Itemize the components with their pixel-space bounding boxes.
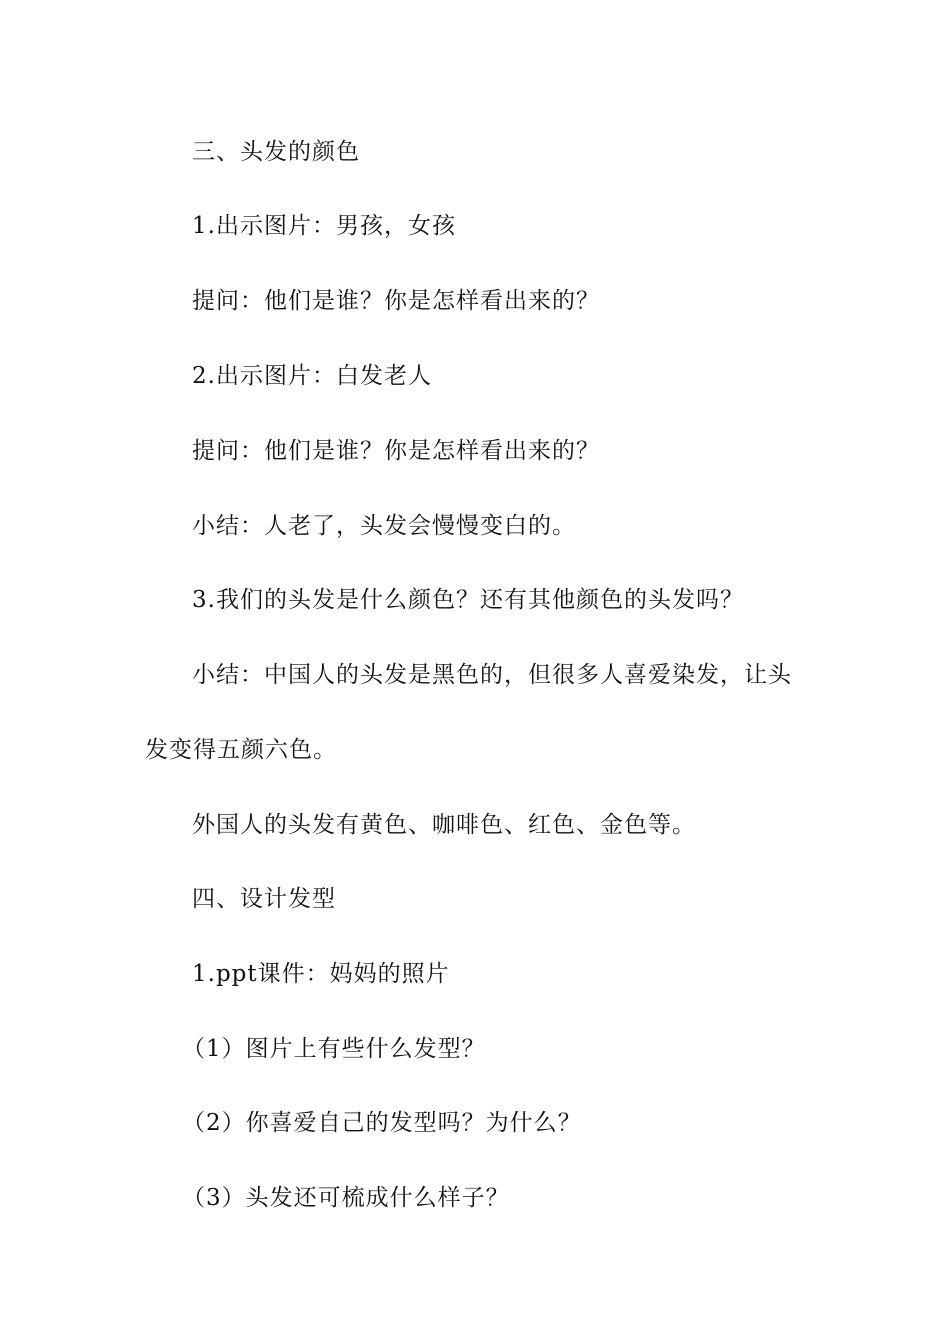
list-item: （1）图片上有些什么发型？ <box>182 1036 486 1062</box>
section-heading-design-hairstyle: 四、设计发型 <box>192 886 336 912</box>
paragraph-line: 1.ppt课件：妈妈的照片 <box>192 961 450 987</box>
section-heading-hair-color: 三、头发的颜色 <box>192 139 360 165</box>
paragraph-line: 提问：他们是谁？你是怎样看出来的？ <box>192 288 600 314</box>
paragraph-line: 3.我们的头发是什么颜色？还有其他颜色的头发吗？ <box>192 587 744 613</box>
paragraph-line: 2.出示图片：白发老人 <box>192 363 432 389</box>
paragraph-line: 外国人的头发有黄色、咖啡色、红色、金色等。 <box>192 812 696 838</box>
paragraph-line: 小结：人老了，头发会慢慢变白的。 <box>192 513 576 539</box>
list-item: （2）你喜爱自己的发型吗？为什么？ <box>182 1110 582 1136</box>
list-item: （3）头发还可梳成什么样子？ <box>182 1185 510 1211</box>
paragraph-line-continued: 发变得五颜六色。 <box>145 737 337 763</box>
paragraph-line: 小结：中国人的头发是黑色的，但很多人喜爱染发，让头 <box>192 662 792 688</box>
paragraph-line: 提问：他们是谁？你是怎样看出来的？ <box>192 438 600 464</box>
paragraph-line: 1.出示图片：男孩，女孩 <box>192 213 456 239</box>
